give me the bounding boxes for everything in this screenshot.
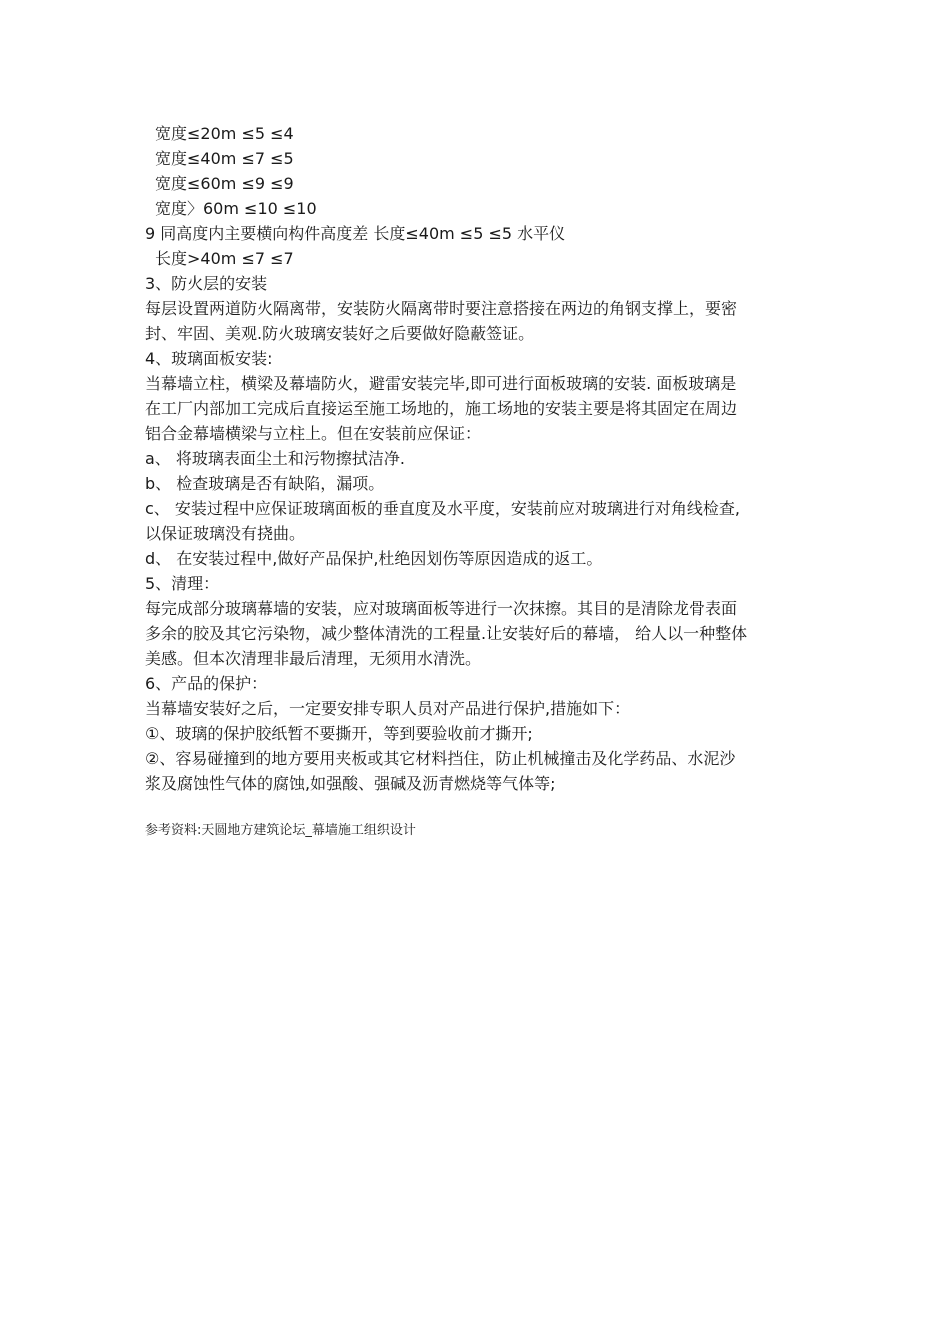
section-6-text: 当幕墙安装好之后，一定要安排专职人员对产品进行保护,措施如下： xyxy=(145,699,631,718)
section-4-text: 当幕墙立柱，横梁及幕墙防火，避雷安装完毕,即可进行面板玻璃的安装. 面板玻璃是 xyxy=(145,374,737,393)
document-body xyxy=(145,121,815,796)
section-5-text: 每完成部分玻璃幕墙的安装，应对玻璃面板等进行一次抹擦。其目的是清除龙骨表面 xyxy=(145,599,738,618)
section-6-text: ①、玻璃的保护胶纸暂不要撕开，等到要验收前才撕开; xyxy=(145,724,533,743)
section-6-text: ②、容易碰撞到的地方要用夹板或其它材料挡住，防止机械撞击及化学药品、水泥沙 xyxy=(145,749,736,768)
section-3-text: 每层设置两道防火隔离带，安装防火隔离带时要注意搭接在两边的角钢支撑上，要密 xyxy=(145,299,738,318)
tolerance-row: 宽度〉60m ≤10 ≤10 xyxy=(155,199,317,218)
tolerance-row: 宽度≤60m ≤9 ≤9 xyxy=(155,174,294,193)
tolerance-row: 宽度≤40m ≤7 ≤5 xyxy=(155,149,294,168)
list-item-c: c、 安装过程中应保证玻璃面板的垂直度及水平度，安装前应对玻璃进行对角线检查, xyxy=(145,499,740,518)
section-5-text: 美感。但本次清理非最后清理，无须用水清洗。 xyxy=(145,649,482,668)
list-item-d: d、 在安装过程中,做好产品保护,杜绝因划伤等原因造成的返工。 xyxy=(145,549,603,568)
section-4-text: 在工厂内部加工完成后直接运至施工场地的，施工场地的安装主要是将其固定在周边 xyxy=(145,399,738,418)
section-3-text: 封、牢固、美观.防火玻璃安装好之后要做好隐蔽签证。 xyxy=(145,324,535,343)
section-4-heading: 4、玻璃面板安装: xyxy=(145,349,273,368)
reference-note: 参考资料:天圆地方建筑论坛_幕墙施工组织设计 xyxy=(145,823,416,838)
section-5-text: 多余的胶及其它污染物，减少整体清洗的工程量.让安装好后的幕墙， 给人以一种整体 xyxy=(145,624,748,643)
section-5-heading: 5、清理： xyxy=(145,574,220,593)
list-item-b: b、 检查玻璃是否有缺陷，漏项。 xyxy=(145,474,385,493)
tolerance-row: 宽度≤20m ≤5 ≤4 xyxy=(155,124,294,143)
tolerance-row-9-sub: 长度>40m ≤7 ≤7 xyxy=(155,249,294,268)
list-item-a: a、 将玻璃表面尘土和污物擦拭洁净. xyxy=(145,449,405,468)
section-6-heading: 6、产品的保护： xyxy=(145,674,268,693)
list-item-c-cont: 以保证玻璃没有挠曲。 xyxy=(145,524,306,543)
section-3-heading: 3、防火层的安装 xyxy=(145,274,268,293)
section-6-text: 浆及腐蚀性气体的腐蚀,如强酸、强碱及沥青燃烧等气体等; xyxy=(145,774,556,793)
section-4-text: 铝合金幕墙横梁与立柱上。但在安装前应保证： xyxy=(145,424,482,443)
tolerance-row-9: 9 同高度内主要横向构件高度差 长度≤40m ≤5 ≤5 水平仪 xyxy=(145,224,566,243)
